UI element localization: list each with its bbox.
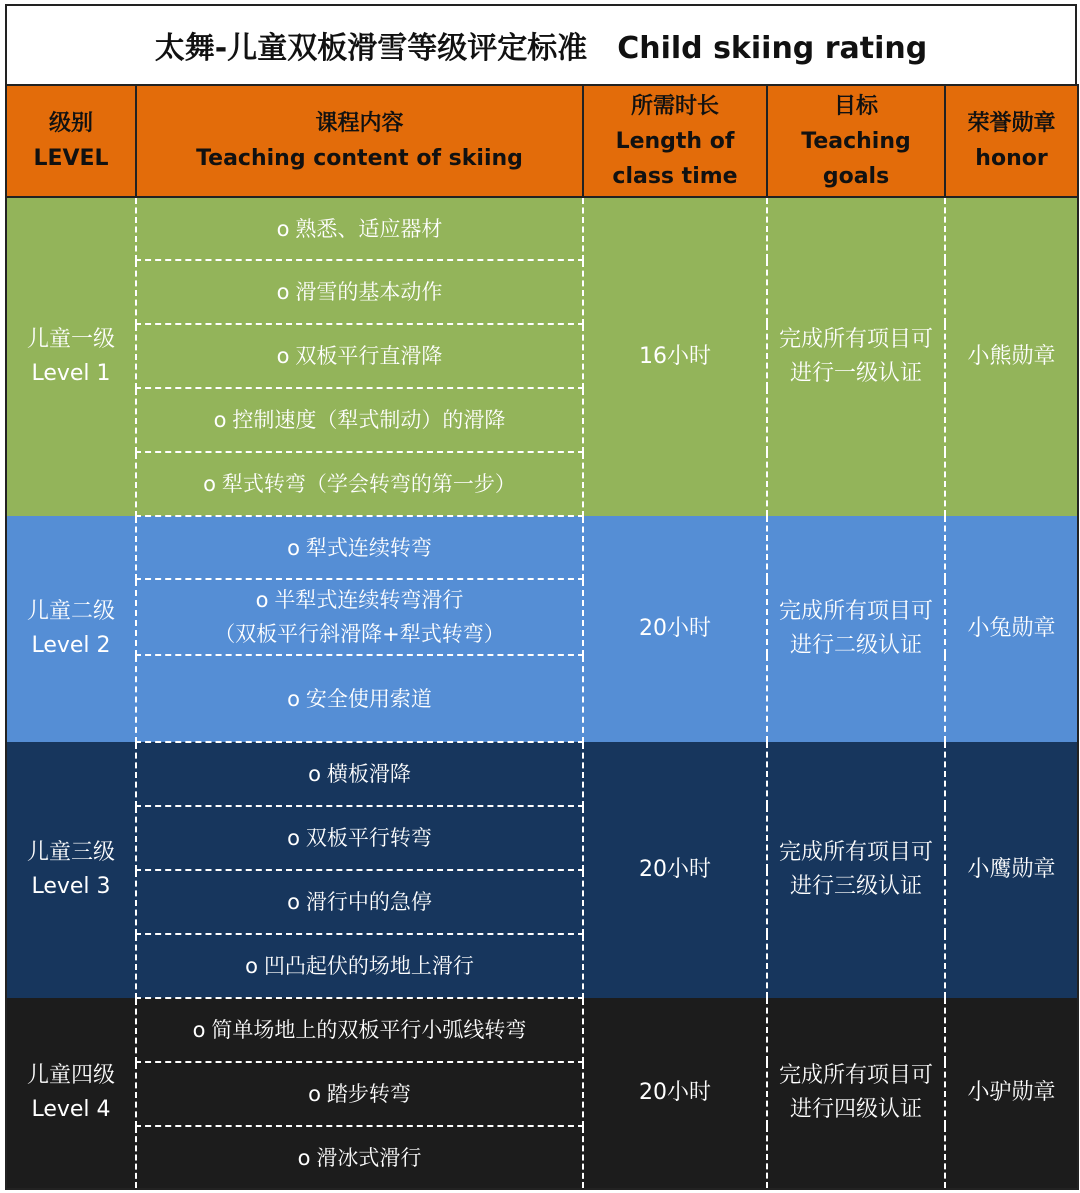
list-item: [136, 998, 583, 1062]
item-text: 控制速度（犁式制动）的滑降: [232, 408, 506, 432]
bullet-icon: o: [297, 1145, 311, 1170]
level-2-time: 20小时: [583, 516, 767, 742]
level-3-row: [6, 742, 1078, 806]
level-3-name-en: Level 3: [31, 874, 111, 899]
bullet-icon: o: [276, 280, 290, 304]
bullet-icon: o: [213, 408, 227, 432]
item-text: 踏步转弯: [326, 1082, 411, 1106]
header-honor: [945, 85, 1078, 197]
bullet-icon: o: [276, 216, 290, 241]
list-item: [136, 260, 583, 324]
header-goal-zh: 目标: [833, 93, 878, 119]
level-4-time: 20小时: [583, 998, 767, 1189]
bullet-icon: o: [276, 344, 290, 368]
level-2-name-en: Level 2: [31, 633, 111, 658]
level-2-goal-line2: 进行二级认证: [789, 633, 922, 658]
item-text: 熟悉、适应器材: [295, 216, 443, 241]
list-item: [136, 1126, 583, 1189]
item-text: 犁式转弯（学会转弯的第一步）: [221, 472, 516, 496]
item-text: 滑雪的基本动作: [295, 280, 443, 304]
bullet-icon: o: [245, 954, 258, 978]
header-honor-en: honor: [975, 146, 1048, 171]
level-4-goal-line1: 完成所有项目可: [778, 1063, 933, 1088]
item-text: 凹凸起伏的场地上滑行: [263, 954, 474, 978]
list-item: [136, 1062, 583, 1126]
list-item: [136, 579, 583, 655]
bullet-icon: o: [287, 826, 300, 850]
item-text: 半犁式连续转弯滑行: [274, 588, 464, 612]
bullet-icon: o: [308, 762, 321, 786]
list-item: [136, 934, 583, 998]
bullet-icon: o: [203, 472, 216, 496]
list-item: [136, 655, 583, 742]
item-text: 滑冰式滑行: [316, 1145, 422, 1170]
item-text: 犁式连续转弯: [305, 535, 432, 560]
level-1-name-zh: 儿童一级: [26, 327, 115, 352]
level-3-honor: 小鹰勋章: [945, 742, 1078, 998]
level-1-honor: 小熊勋章: [945, 197, 1078, 516]
level-4-honor: 小驴勋章: [945, 998, 1078, 1189]
header-honor-zh: 荣誉勋章: [967, 111, 1056, 136]
header-goal-en2: goals: [822, 163, 890, 189]
header-row: [6, 85, 1078, 197]
list-item: [136, 806, 583, 870]
list-item: [136, 742, 583, 806]
level-2-row: [6, 516, 1078, 579]
header-level-en: LEVEL: [33, 146, 109, 171]
level-4-name: [6, 998, 136, 1189]
level-1-goal-line2: 进行一级认证: [789, 361, 922, 386]
bullet-icon: o: [287, 535, 300, 560]
level-1-name-en: Level 1: [31, 361, 111, 386]
header-goal-en1: Teaching: [801, 128, 911, 154]
page-title: 太舞-儿童双板滑雪等级评定标准 Child skiing rating: [5, 4, 1077, 84]
level-1-name: [6, 197, 136, 516]
level-3-name: [6, 742, 136, 998]
level-2-goal-line1: 完成所有项目可: [778, 599, 933, 624]
item-text: 双板平行直滑降: [295, 344, 443, 368]
list-item: [136, 516, 583, 579]
rating-table: [5, 84, 1079, 1190]
header-time: [583, 85, 767, 197]
level-4-name-zh: 儿童四级: [26, 1063, 115, 1088]
level-2-name-zh: 儿童二级: [26, 599, 115, 624]
header-level: [6, 85, 136, 197]
header-content: [136, 85, 583, 197]
level-4-row: [6, 998, 1078, 1062]
header-level-zh: 级别: [48, 111, 93, 136]
bullet-icon: o: [255, 588, 269, 612]
level-2-name: [6, 516, 136, 742]
level-1-row: [6, 197, 1078, 260]
header-time-zh: 所需时长: [630, 93, 719, 119]
level-3-goal-line2: 进行三级认证: [789, 874, 922, 899]
level-1-goal: [767, 197, 945, 516]
list-item: [136, 452, 583, 516]
header-goal: [767, 85, 945, 197]
item-text: 简单场地上的双板平行小弧线转弯: [211, 1018, 527, 1042]
header-time-en2: class time: [612, 163, 738, 189]
header-time-en1: Length of: [615, 128, 735, 154]
level-3-goal: [767, 742, 945, 998]
level-4-name-en: Level 4: [31, 1097, 111, 1122]
level-1-goal-line1: 完成所有项目可: [778, 327, 933, 352]
item-text: 安全使用索道: [305, 686, 432, 711]
level-3-time: 20小时: [583, 742, 767, 998]
bullet-icon: o: [287, 890, 300, 914]
list-item: [136, 388, 583, 452]
bullet-icon: o: [287, 686, 300, 711]
list-item: [136, 197, 583, 260]
level-3-goal-line1: 完成所有项目可: [778, 840, 933, 865]
header-content-zh: 课程内容: [315, 111, 404, 136]
level-4-goal-line2: 进行四级认证: [789, 1097, 922, 1122]
level-2-goal: [767, 516, 945, 742]
item-text: 滑行中的急停: [305, 890, 432, 914]
bullet-icon: o: [308, 1082, 321, 1106]
list-item: [136, 870, 583, 934]
level-3-name-zh: 儿童三级: [26, 840, 115, 865]
bullet-icon: o: [192, 1018, 206, 1042]
header-content-en: Teaching content of skiing: [196, 146, 523, 171]
item-extra-text: （双板平行斜滑降+犁式转弯）: [214, 622, 505, 646]
item-text: 横板滑降: [326, 762, 411, 786]
item-text: 双板平行转弯: [305, 826, 432, 850]
list-item: [136, 324, 583, 388]
level-4-goal: [767, 998, 945, 1189]
level-2-honor: 小兔勋章: [945, 516, 1078, 742]
level-1-time: 16小时: [583, 197, 767, 516]
